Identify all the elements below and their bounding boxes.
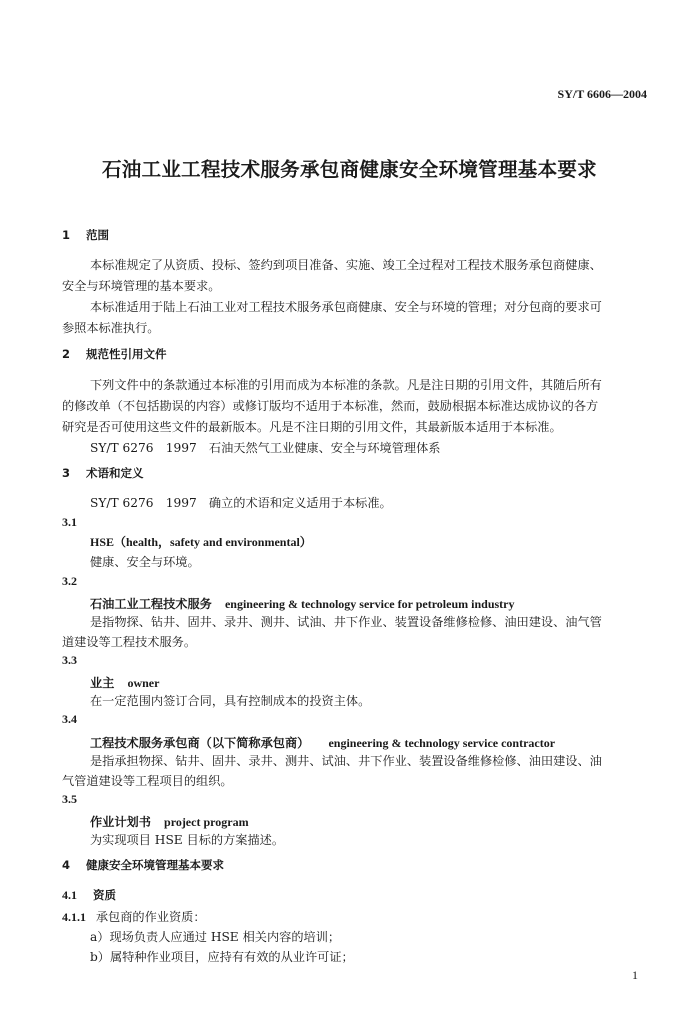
section-number: 4 <box>62 858 71 872</box>
paragraph-line: 本标准规定了从资质、投标、签约到项目准备、实施、竣工全过程对工程技术服务承包商健康、 <box>90 258 602 272</box>
term-number: 3.3 <box>62 653 77 667</box>
term-name: 业主 <box>90 676 115 690</box>
section-4-heading <box>62 857 224 873</box>
term-english: engineering & technology service for petroleum industry <box>224 597 515 611</box>
term-number: 3.2 <box>62 574 77 588</box>
section-title: 术语和定义 <box>86 466 144 480</box>
term-definition: 道建设等工程技术服务。 <box>62 635 197 649</box>
paragraph-line: 本标准适用于陆上石油工业对工程技术服务承包商健康、安全与环境的管理；对分包商的要求可 <box>90 300 602 314</box>
term-heading <box>90 732 555 751</box>
term-english: project program <box>164 815 249 829</box>
term-number: 3.1 <box>62 515 77 529</box>
document-title: 石油工业工程技术服务承包商健康安全环境管理基本要求 <box>101 158 597 181</box>
term-name: 作业计划书 <box>90 815 151 829</box>
clause-text: 承包商的作业资质： <box>95 910 206 924</box>
list-item: a）现场负责人应通过 HSE 相关内容的培训； <box>90 930 341 944</box>
section-number: 1 <box>62 228 71 242</box>
term-english: engineering & technology service contractor <box>328 736 556 750</box>
term-english: owner <box>127 676 160 690</box>
paragraph-line: 参照本标准执行。 <box>62 321 160 335</box>
term-heading <box>90 593 515 612</box>
section-3-heading <box>62 465 144 481</box>
subsection-number: 4.1 <box>62 888 77 902</box>
section-title: 健康安全环境管理基本要求 <box>86 858 225 872</box>
paragraph-line: 下列文件中的条款通过本标准的引用而成为本标准的条款。凡是注日期的引用文件，其随后所有 <box>90 378 602 392</box>
section-1-heading <box>62 227 109 243</box>
clause <box>62 908 206 925</box>
term-number: 3.5 <box>62 792 77 806</box>
term-definition: 为实现项目 HSE 目标的方案描述。 <box>90 833 285 847</box>
page-number: 1 <box>632 968 638 982</box>
term-name: 石油工业工程技术服务 <box>90 597 212 611</box>
paragraph-line: 的修改单（不包括勘误的内容）或修订版均不适用于本标准，然而，鼓励根据本标准达成协议的各方 <box>62 399 599 413</box>
section-2-heading <box>62 346 167 362</box>
section-title: 范围 <box>86 228 110 242</box>
list-item: b）属特种作业项目，应持有有效的从业许可证； <box>90 950 354 964</box>
term-definition: 气管道建设等工程项目的组织。 <box>62 774 233 788</box>
term-definition: 是指物探、钻井、固井、录井、测井、试油、井下作业、装置设备维修检修、油田建设、油气管 <box>90 615 602 629</box>
subsection-title: 资质 <box>93 888 117 902</box>
term-name: HSE（health，safety and environmental） <box>90 535 312 549</box>
standard-number: SY/T 6606—2004 <box>557 87 647 101</box>
section-title: 规范性引用文件 <box>86 347 167 361</box>
reference-item: SY/T 6276 1997 石油天然气工业健康、安全与环境管理体系 <box>90 441 441 455</box>
paragraph-line: SY/T 6276 1997 确立的术语和定义适用于本标准。 <box>90 496 392 510</box>
paragraph-line: 安全与环境管理的基本要求。 <box>62 279 221 293</box>
term-heading <box>90 811 249 830</box>
term-definition: 是指承担物探、钻井、固井、录井、测井、试油、井下作业、装置设备维修检修、油田建设、油 <box>90 754 602 768</box>
term-definition: 健康、安全与环境。 <box>90 555 200 569</box>
section-number: 3 <box>62 466 71 480</box>
section-number: 2 <box>62 347 71 361</box>
term-number: 3.4 <box>62 712 77 726</box>
term-definition: 在一定范围内签订合同，具有控制成本的投资主体。 <box>90 694 371 708</box>
term-name: 工程技术服务承包商（以下简称承包商） <box>90 736 310 750</box>
term-heading <box>90 672 159 691</box>
clause-number: 4.1.1 <box>62 910 86 924</box>
subsection-heading <box>62 887 116 903</box>
paragraph-line: 研究是否可使用这些文件的最新版本。凡是不注日期的引用文件，其最新版本适用于本标准。 <box>62 420 562 434</box>
